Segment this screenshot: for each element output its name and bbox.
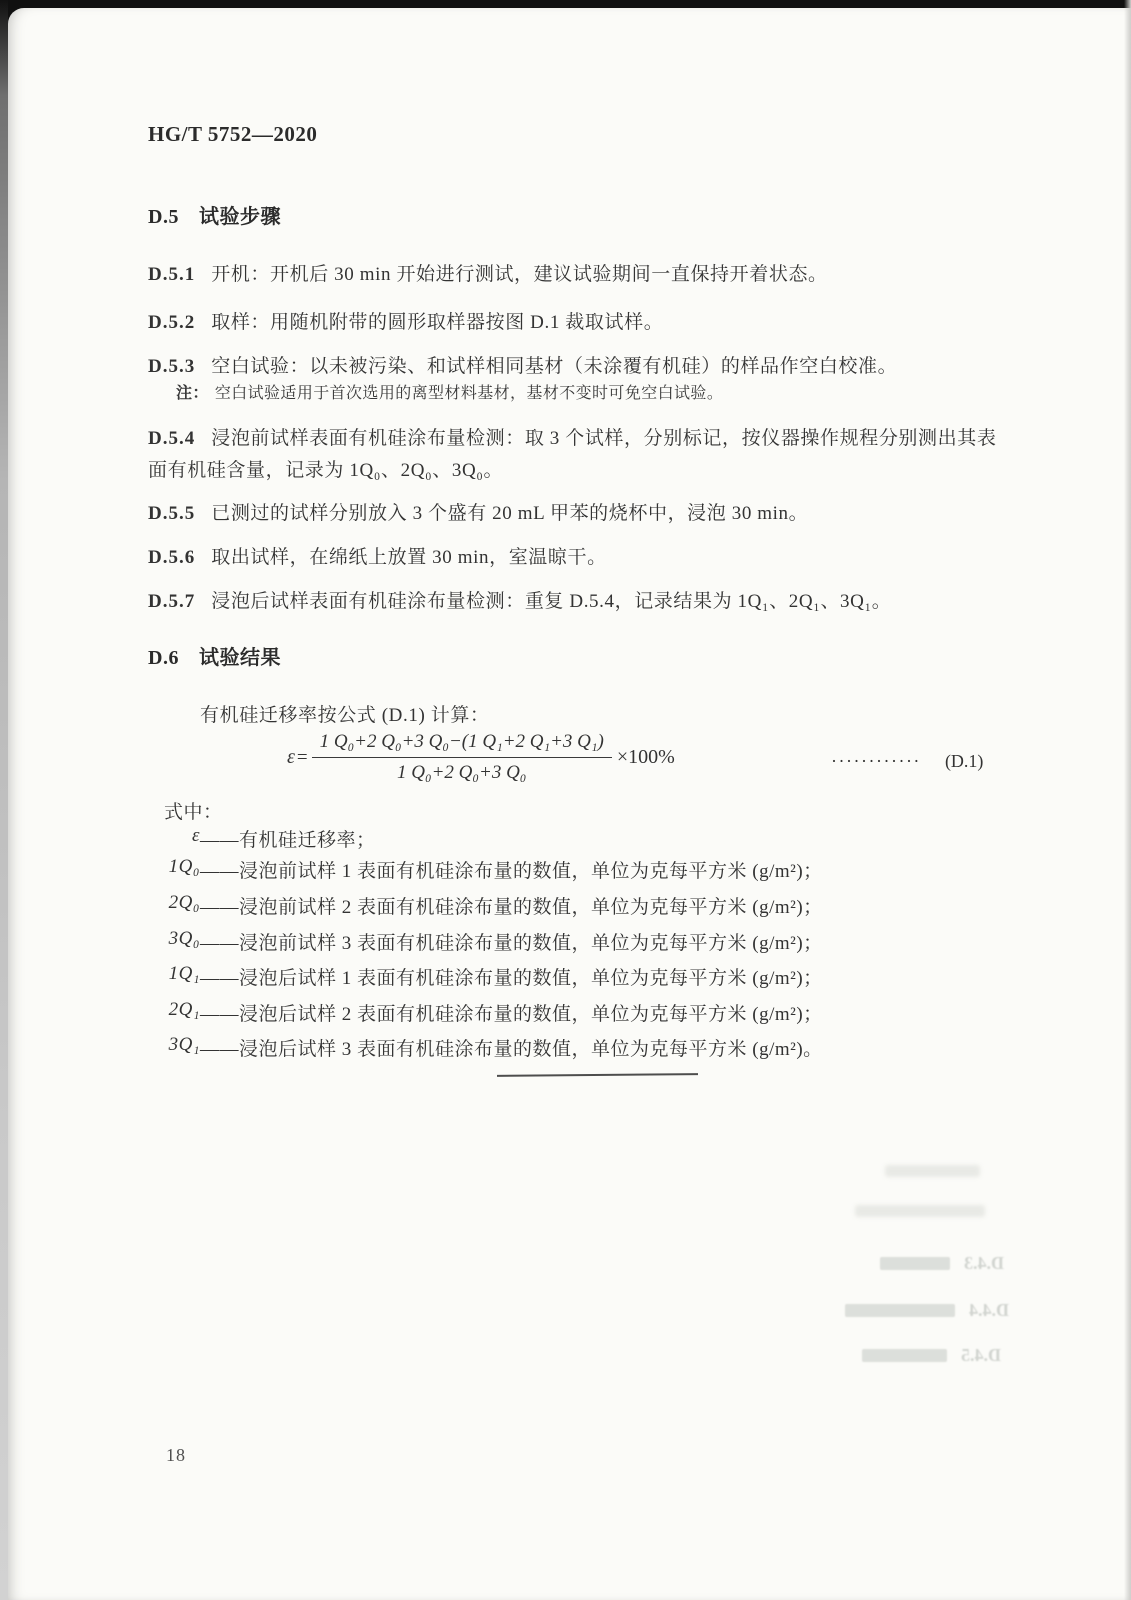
term-symbol: ε bbox=[192, 825, 200, 846]
bleed-label: D.4.4 bbox=[969, 1300, 1009, 1320]
bleed-smudge bbox=[885, 1165, 980, 1177]
term-desc: ——浸泡后试样 1 表面有机硅涂布量的数值，单位为克每平方米 (g/m²)； bbox=[200, 968, 823, 989]
clause-label: D.5.4 bbox=[148, 428, 196, 449]
clause-d5-5 bbox=[148, 498, 808, 525]
term-symbol: 1Q₁ bbox=[168, 963, 200, 984]
term-2q1 bbox=[146, 999, 823, 1026]
clause-d5-6 bbox=[148, 542, 607, 569]
clause-d5-4-line2 bbox=[148, 455, 503, 482]
bleed-through-d4-5 bbox=[862, 1345, 1001, 1366]
clause-text: 面有机硅含量，记录为 1Q₀、2Q₀、3Q₀。 bbox=[148, 460, 504, 481]
bleed-bar bbox=[880, 1257, 950, 1270]
bleed-bar bbox=[862, 1349, 947, 1362]
section-heading-d6 bbox=[148, 641, 281, 670]
clause-text: 开机：开机后 30 min 开始进行测试，建议试验期间一直保持开着状态。 bbox=[211, 264, 828, 285]
term-1q0 bbox=[146, 856, 823, 883]
note-label: 注： bbox=[176, 385, 209, 402]
clause-d5-3 bbox=[148, 351, 897, 378]
leader-dots: ············ bbox=[831, 751, 921, 771]
clause-text: 已测过的试样分别放入 3 个盛有 20 mL 甲苯的烧杯中，浸泡 30 min。 bbox=[211, 503, 809, 524]
term-desc: ——浸泡前试样 2 表面有机硅涂布量的数值，单位为克每平方米 (g/m²)； bbox=[200, 897, 823, 918]
clause-label: D.5.2 bbox=[148, 312, 196, 333]
clause-text: 取样：用随机附带的圆形取样器按图 D.1 裁取试样。 bbox=[211, 312, 664, 333]
where-label: 式中： bbox=[164, 802, 223, 823]
clause-text: 取出试样，在绵纸上放置 30 min，室温晾干。 bbox=[211, 547, 607, 568]
equation-label: (D.1) bbox=[944, 751, 984, 771]
standard-code: HG/T 5752—2020 bbox=[148, 122, 318, 146]
clause-d5-7 bbox=[148, 586, 891, 613]
clause-d5-4-line1 bbox=[148, 423, 996, 450]
bleed-label: D.4.5 bbox=[961, 1345, 1001, 1365]
term-desc: ——浸泡后试样 3 表面有机硅涂布量的数值，单位为克每平方米 (g/m²)。 bbox=[200, 1039, 823, 1060]
term-symbol: 3Q₁ bbox=[168, 1034, 200, 1055]
formula-intro: 有机硅迁移率按公式 (D.1) 计算： bbox=[200, 705, 490, 726]
formula-equals: = bbox=[296, 746, 308, 768]
scan-left-edge bbox=[0, 0, 8, 1600]
clause-text: 空白试验：以未被污染、和试样相同基材（未涂覆有机硅）的样品作空白校准。 bbox=[211, 356, 898, 377]
term-1q1 bbox=[146, 963, 823, 990]
term-symbol: 2Q₀ bbox=[168, 892, 200, 913]
bleed-through-d4-3 bbox=[880, 1253, 1004, 1274]
term-desc: ——有机硅迁移率； bbox=[200, 830, 376, 851]
section-title: 试验结果 bbox=[198, 647, 281, 669]
bleed-label: D.4.3 bbox=[964, 1253, 1004, 1273]
clause-label: D.5.6 bbox=[148, 547, 196, 568]
term-symbol: 3Q₀ bbox=[168, 928, 200, 949]
clause-text: 浸泡前试样表面有机硅涂布量检测：取 3 个试样，分别标记，按仪器操作规程分别测出其表 bbox=[211, 428, 997, 449]
bleed-bar bbox=[845, 1304, 955, 1317]
formula-denominator: 1 Q₀+2 Q₀+3 Q₀ bbox=[312, 757, 612, 784]
term-3q0 bbox=[146, 928, 823, 955]
term-3q1 bbox=[146, 1034, 823, 1061]
clause-d5-1 bbox=[148, 259, 828, 286]
page-number: 18 bbox=[166, 1445, 186, 1465]
scan-right-edge bbox=[1124, 0, 1131, 1600]
bleed-through-d4-4 bbox=[845, 1300, 1009, 1321]
term-epsilon bbox=[146, 825, 376, 852]
clause-text: 浸泡后试样表面有机硅涂布量检测：重复 D.5.4，记录结果为 1Q₁、2Q₁、3Q₁。 bbox=[211, 591, 892, 612]
term-symbol: 2Q₁ bbox=[168, 999, 200, 1020]
equation-number bbox=[831, 751, 983, 772]
term-desc: ——浸泡前试样 3 表面有机硅涂布量的数值，单位为克每平方米 (g/m²)； bbox=[200, 933, 823, 954]
clause-label: D.5.1 bbox=[148, 264, 196, 285]
section-label: D.5 bbox=[148, 206, 179, 228]
formula-d1 bbox=[287, 731, 675, 784]
formula-fraction bbox=[312, 731, 612, 784]
term-2q0 bbox=[146, 892, 823, 919]
clause-d5-2 bbox=[148, 307, 663, 334]
section-title: 试验步骤 bbox=[198, 206, 281, 228]
clause-label: D.5.3 bbox=[148, 356, 196, 377]
clause-label: D.5.7 bbox=[148, 591, 196, 612]
formula-multiplier: ×100% bbox=[616, 746, 675, 768]
term-desc: ——浸泡后试样 2 表面有机硅涂布量的数值，单位为克每平方米 (g/m²)； bbox=[200, 1004, 823, 1025]
clause-label: D.5.5 bbox=[148, 503, 196, 524]
formula-lhs: ε bbox=[287, 746, 295, 768]
term-symbol: 1Q₀ bbox=[168, 856, 200, 877]
formula-numerator: 1 Q₀+2 Q₀+3 Q₀−(1 Q₁+2 Q₁+3 Q₁) bbox=[319, 731, 604, 752]
section-label: D.6 bbox=[148, 647, 179, 669]
term-desc: ——浸泡前试样 1 表面有机硅涂布量的数值，单位为克每平方米 (g/m²)； bbox=[200, 861, 823, 882]
bleed-smudge bbox=[855, 1205, 985, 1217]
clause-d5-3-note bbox=[176, 380, 723, 403]
section-heading-d5 bbox=[148, 200, 281, 229]
note-text: 空白试验适用于首次选用的离型材料基材，基材不变时可免空白试验。 bbox=[214, 385, 724, 402]
